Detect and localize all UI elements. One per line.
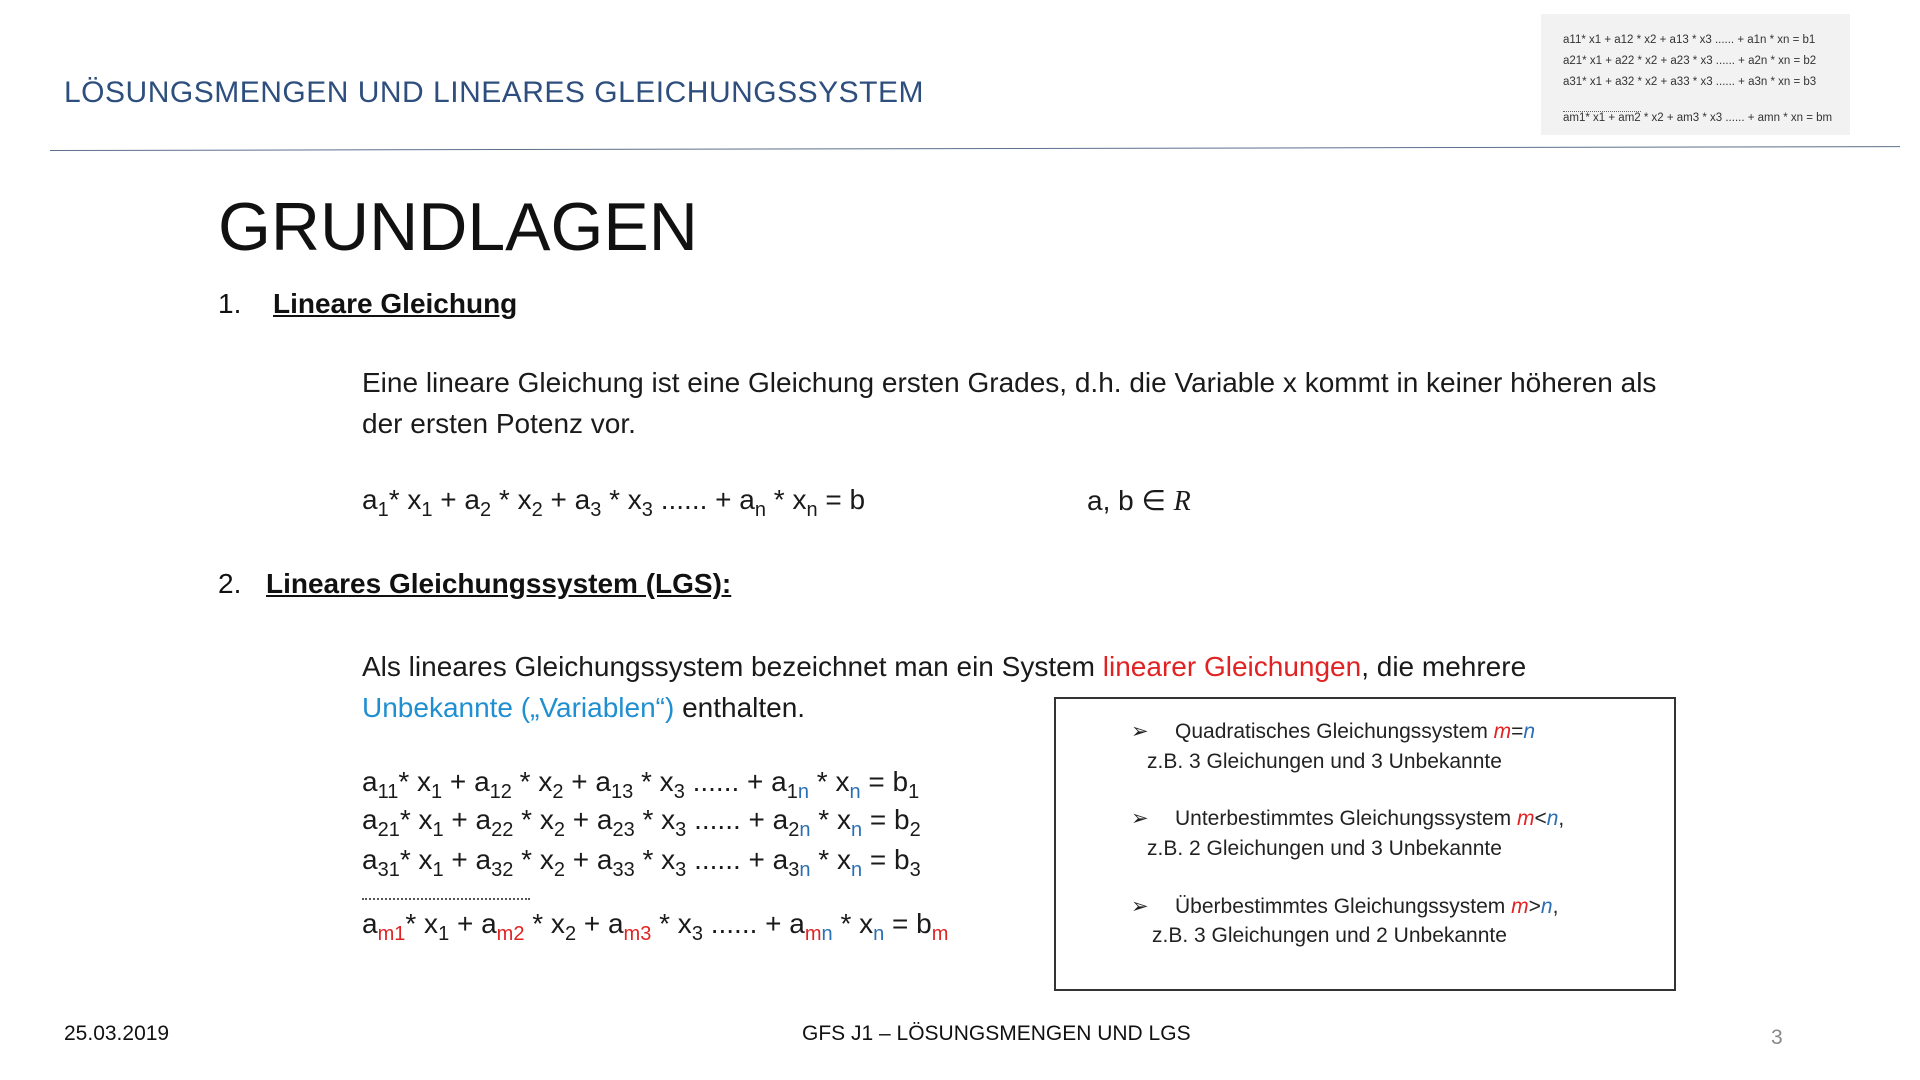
section-label: Lineare Gleichung — [273, 288, 518, 319]
variable-n: n — [1523, 720, 1536, 743]
relation-operator: = — [1511, 720, 1524, 743]
bullet-label: Unterbestimmtes Gleichungssystem — [1175, 807, 1517, 830]
variable-n: n — [1546, 807, 1559, 830]
bullet-quadratisch — [1131, 719, 1535, 744]
thumbnail-line: am1* x1 + am2 * x2 + am3 * x3 ...... + amn * xn = bm — [1563, 112, 1833, 124]
equation-dotted-divider — [362, 898, 530, 900]
paragraph-text: Als lineares Gleichungssystem bezeichnet man ein System — [362, 651, 1103, 682]
section-heading-lineare-gleichung — [218, 288, 517, 320]
bullet-example: z.B. 3 Gleichungen und 2 Unbekannte — [1152, 924, 1507, 947]
bullet-label: Quadratisches Gleichungssystem — [1175, 720, 1494, 743]
bullet-example: z.B. 3 Gleichungen und 3 Unbekannte — [1147, 750, 1502, 773]
page-number: 3 — [1771, 1026, 1783, 1049]
section-number: 2. — [218, 568, 242, 599]
variable-m: m — [1516, 807, 1535, 830]
thumbnail-line: a31* x1 + a32 * x2 + a33 * x3 ...... + a3n * xn = b3 — [1563, 76, 1817, 88]
highlight-unbekannte: Unbekannte („Variablen“) — [362, 692, 675, 723]
thumbnail-line: a11* x1 + a12 * x2 + a13 * x3 ...... + a1n * xn = b1 — [1563, 34, 1816, 46]
footer-title: GFS J1 – LÖSUNGSMENGEN UND LGS — [802, 1022, 1191, 1045]
bullet-example: z.B. 2 Gleichungen und 3 Unbekannte — [1147, 837, 1502, 860]
section-heading-lgs — [218, 568, 731, 600]
thumbnail-line: a21* x1 + a22 * x2 + a23 * x3 ...... + a2n * xn = b2 — [1563, 55, 1817, 67]
equation-row-m: $a_{m1}*$ $x_1 + a_{m2} * x_2 + a_{m3} * x_3$ ...... + $a_{mn} * x_n = b_m$ — [362, 908, 949, 945]
equation-row-3: $a_{31}*$ $x_1 + a_{32} * x_2 + a_{33} * x_3$ ...... + $a_{3n} * x_n = b_3$ — [362, 844, 921, 881]
header-divider — [50, 146, 1900, 151]
bullet-unterbestimmt — [1131, 806, 1564, 831]
arrow-bullet-icon: ➢ — [1131, 807, 1149, 830]
equation-row-2: $a_{21}*$ $x_1 + a_{22} * x_2 + a_{23} * x_3$ ...... + $a_{2n} * x_n = b_2$ — [362, 804, 921, 841]
relation-operator: > — [1528, 895, 1541, 918]
paragraph-text: , die mehrere — [1361, 651, 1527, 682]
variable-m: m — [1493, 720, 1512, 743]
equation-thumbnail — [1541, 14, 1850, 135]
bullet-ueberbestimmt — [1131, 894, 1558, 919]
arrow-bullet-icon: ➢ — [1131, 895, 1149, 918]
paragraph-text: enthalten. — [674, 692, 806, 723]
bullet-suffix: , — [1558, 807, 1565, 830]
linear-equation: $a_1*$ $x_1 + a_2 * x_2 + a_3 * x_3$ ...... + $a_n * x_n = b$ — [362, 484, 866, 521]
bullet-label: Überbestimmtes Gleichungssystem — [1175, 895, 1512, 918]
header-title: LÖSUNGSMENGEN UND LINEARES GLEICHUNGSSYSTEM — [64, 76, 924, 109]
section-number: 1. — [218, 288, 242, 319]
equation-row-1: $a_{11}*$ $x_1 + a_{12} * x_2 + a_{13} * x_3$ ...... + $a_{1n} * x_n = b_1$ — [362, 766, 920, 803]
variable-m: m — [1511, 895, 1529, 918]
relation-operator: < — [1534, 807, 1547, 830]
variable-n: n — [1540, 895, 1553, 918]
footer-date: 25.03.2019 — [64, 1022, 170, 1045]
highlight-lineare-gleichungen: linearer Gleichungen — [1102, 651, 1362, 682]
arrow-bullet-icon: ➢ — [1131, 720, 1149, 743]
bullet-suffix: , — [1552, 895, 1559, 918]
condition-prefix: a, b ∈ — [1087, 485, 1174, 516]
section1-paragraph: Eine lineare Gleichung ist eine Gleichung ersten Grades, d.h. die Variable x kommt in keiner höheren als der ersten Potenz vor. — [362, 367, 1657, 439]
section-label: Lineares Gleichungssystem (LGS): — [266, 568, 732, 599]
slide-title: GRUNDLAGEN — [218, 189, 698, 265]
coefficient-condition — [1087, 484, 1191, 518]
real-numbers-symbol: R — [1173, 486, 1191, 517]
